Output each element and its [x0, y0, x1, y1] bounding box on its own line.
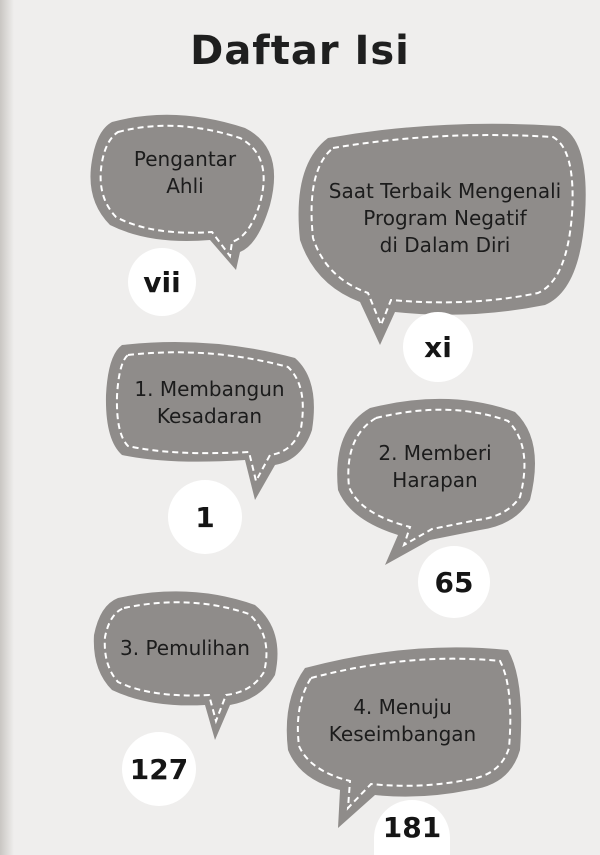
toc-entry-label: 2. Memberi Harapan — [378, 441, 492, 492]
page-number-badge: 1 — [168, 480, 242, 554]
toc-entry-label: Pengantar Ahli — [133, 147, 237, 198]
page-number-badge: 65 — [418, 546, 490, 618]
page-title: Daftar Isi — [190, 28, 410, 74]
toc-entry-label: 3. Pemulihan — [120, 636, 250, 660]
toc-entry-label: 1. Membangun Kesadaran — [134, 377, 285, 428]
toc-entry-label: Saat Terbaik Mengenali Program Negatif di Dalam Diri — [328, 179, 562, 257]
page-number-badge: 181 — [374, 800, 450, 855]
speech-bubble-4 — [94, 591, 278, 740]
page-number-badge: xi — [403, 312, 473, 382]
page-number-badge: 127 — [122, 732, 196, 806]
page-number-badge: vii — [128, 248, 196, 316]
toc-entry-label: 4. Menuju Keseimbangan — [328, 695, 477, 746]
